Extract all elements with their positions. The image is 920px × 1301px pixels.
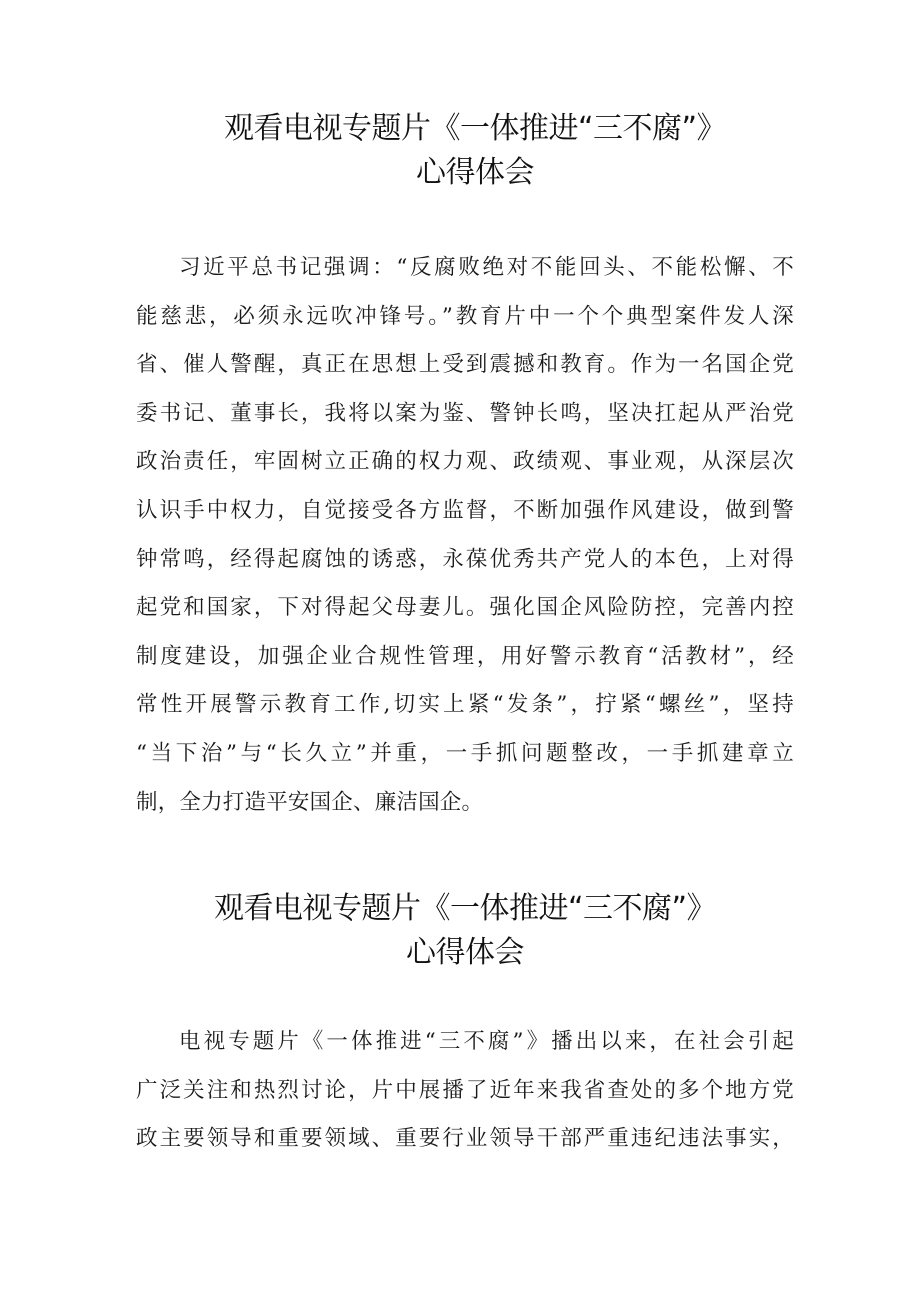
article-body (136, 244, 794, 827)
title-line: 观看电视专题片《一体推进“三不腐”》 (223, 111, 727, 146)
body-line: 习近平总书记强调：“反腐败绝对不能回头、不能松懈、不 (179, 255, 794, 280)
body-line: 省、催人警醒，真正在思想上受到震撼和教育。作为一名国企党 (136, 352, 794, 378)
title-line: 心得体会 (406, 935, 524, 970)
body-line: 政治责任，牢固树立正确的权力观、政绩观、事业观，从深层次 (136, 449, 794, 475)
title-line: 心得体会 (416, 155, 534, 190)
body-line: 常性开展警示教育工作,切实上紧“发条”，拧紧“螺丝”，坚持 (136, 692, 794, 718)
body-line: “当下治”与“长久立”并重，一手抓问题整改，一手抓建章立 (136, 740, 794, 766)
article-body (136, 1018, 794, 1164)
body-line: 政主要领导和重要领域、重要行业领导干部严重违纪违法事实， (136, 1126, 794, 1152)
body-line: 钟常鸣，经得起腐蚀的诱惑，永葆优秀共产党人的本色，上对得 (136, 546, 794, 572)
body-line: 认识手中权力，自觉接受各方监督，不断加强作风建设，做到警 (136, 497, 794, 523)
article-2 (136, 887, 794, 1164)
article-title (136, 887, 794, 975)
body-line: 制，全力打造平安国企、廉洁国企。 (136, 789, 484, 815)
article-1 (136, 107, 794, 827)
article-title (146, 107, 804, 195)
body-line: 电视专题片《一体推进“三不腐”》播出以来，在社会引起 (179, 1029, 794, 1054)
body-line: 能慈悲，必须永远吹冲锋号。”教育片中一个个典型案件发人深 (136, 303, 794, 329)
body-line: 起党和国家，下对得起父母妻儿。强化国企风险防控，完善内控 (136, 595, 794, 621)
body-line: 广泛关注和热烈讨论，片中展播了近年来我省查处的多个地方党 (136, 1077, 794, 1103)
body-line: 委书记、董事长，我将以案为鉴、警钟长鸣，坚决扛起从严治党 (136, 400, 794, 426)
body-line: 制度建设，加强企业合规性管理，用好警示教育“活教材”，经 (136, 643, 794, 669)
title-line: 观看电视专题片《一体推进“三不腐”》 (213, 891, 717, 926)
